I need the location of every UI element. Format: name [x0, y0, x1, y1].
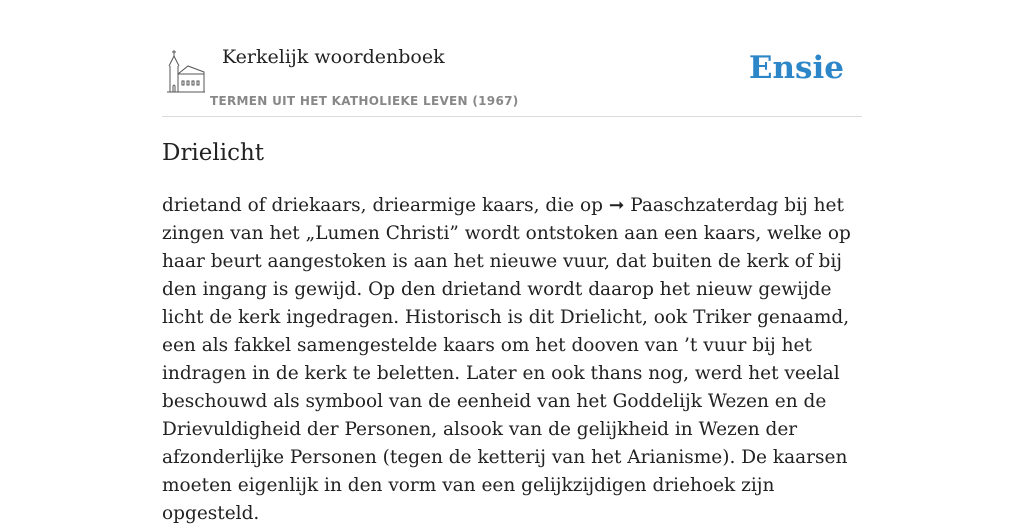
- entry-title: Drielicht: [162, 140, 265, 166]
- link-label: Paaschzaterdag: [624, 195, 779, 216]
- dictionary-header: [162, 40, 862, 117]
- site-title-link[interactable]: Kerkelijk woordenboek: [222, 46, 445, 68]
- entry-text-before-link: drietand of driekaars, driearmige kaars, die op: [162, 195, 609, 216]
- church-icon: [166, 50, 206, 94]
- entry-body: [162, 192, 868, 528]
- arrow-right-icon: ➞: [608, 195, 625, 216]
- ensie-brand-link[interactable]: Ensie: [748, 50, 844, 86]
- site-subtitle: TERMEN UIT HET KATHOLIEKE LEVEN (1967): [210, 94, 519, 108]
- entry-text-after-link: bij het zingen van het „Lumen Christi” wordt ontstoken aan een kaars, welke op haar beurt aangestoken is aan het nieuwe vuur, dat buiten de kerk of bij den ingang is gewijd. Op den drietand wordt daarop het nieuw gewijde licht de kerk ingedragen. Historisch is dit Drielicht, ook Triker genaamd, een als fakkel samengestelde kaars om het dooven van ’t vuur bij het indragen in de kerk te beletten. Later en ook thans nog, werd het veelal beschouwd als symbool van de eenheid van het Goddelijk Wezen en de Drievuldigheid der Personen, alsook van de gelijkheid in Wezen der afzonderlijke Personen (tegen de ketterij van het Arianisme). De kaarsen moeten eigenlijk in den vorm van een gelijkzijdigen driehoek zijn opgesteld.: [162, 195, 851, 524]
- paaschzaterdag-link[interactable]: [609, 195, 779, 216]
